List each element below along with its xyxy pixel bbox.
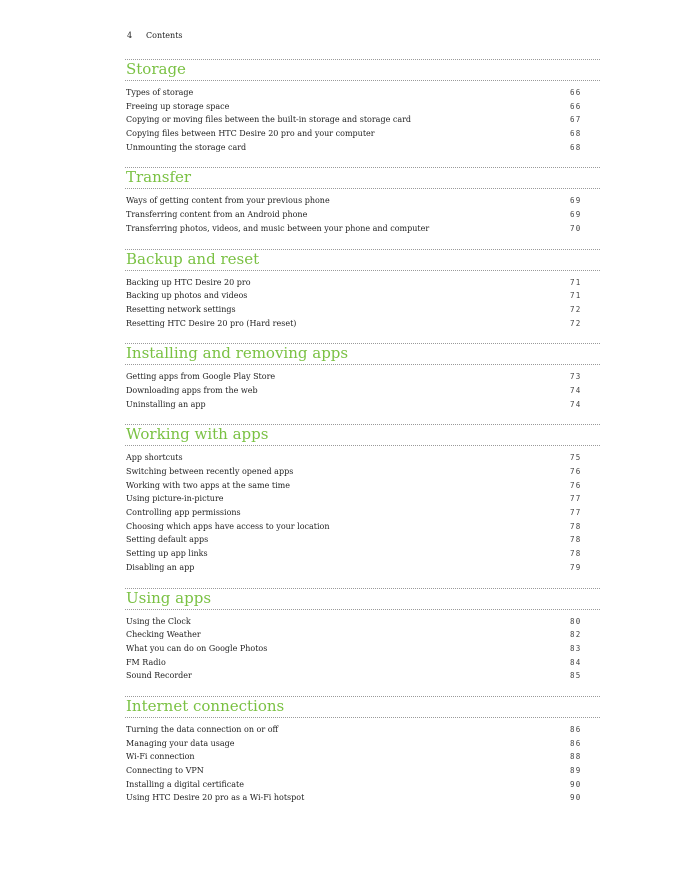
- toc-entry[interactable]: [125, 303, 600, 317]
- toc-entry-page: 72: [570, 318, 582, 328]
- toc-entry-page: 77: [570, 494, 582, 504]
- toc-entry-label: Freeing up storage space: [126, 101, 230, 111]
- toc-entry-label: Transferring content from an Android phone: [126, 210, 308, 220]
- table-of-contents: [125, 59, 600, 818]
- toc-entry[interactable]: [125, 615, 600, 629]
- toc-entry-page: 84: [570, 657, 582, 667]
- toc-entry-page: 68: [570, 129, 582, 139]
- toc-entry-label: Setting up app links: [126, 549, 208, 559]
- toc-entry[interactable]: [125, 764, 600, 778]
- toc-entry-page: 86: [570, 738, 582, 748]
- toc-entry-label: Backing up HTC Desire 20 pro: [126, 277, 251, 287]
- toc-entry-label: Uninstalling an app: [126, 399, 206, 409]
- toc-entry-page: 90: [570, 793, 582, 803]
- toc-entry[interactable]: [125, 492, 600, 506]
- section-title[interactable]: Using apps: [126, 588, 212, 607]
- toc-entry-page: 71: [570, 291, 582, 301]
- toc-entry-label: Copying or moving files between the built-in storage and storage card: [126, 115, 412, 125]
- toc-entry[interactable]: [125, 750, 600, 764]
- toc-entry-label: Setting default apps: [126, 535, 209, 545]
- section-title[interactable]: Storage: [126, 60, 186, 78]
- toc-entry[interactable]: [125, 547, 600, 561]
- toc-entry-label: Switching between recently opened apps: [126, 467, 294, 476]
- toc-entry[interactable]: [125, 113, 600, 127]
- toc-entry-label: Ways of getting content from your previous phone: [126, 196, 330, 206]
- toc-entry-label: Working with two apps at the same time: [126, 480, 290, 490]
- toc-entry-page: 67: [570, 115, 582, 125]
- toc-section: [125, 59, 600, 154]
- toc-entry-page: 76: [570, 480, 582, 490]
- section-heading: [125, 696, 600, 718]
- toc-entry[interactable]: [125, 642, 600, 656]
- toc-entry[interactable]: [125, 506, 600, 520]
- toc-entry-label: Copying files between HTC Desire 20 pro and your computer: [126, 129, 375, 139]
- toc-entry-page: 89: [570, 766, 582, 775]
- toc-entry[interactable]: [125, 100, 600, 114]
- toc-entry-page: 66: [570, 88, 582, 97]
- toc-entry[interactable]: [125, 465, 600, 479]
- toc-entry-page: 78: [570, 549, 582, 559]
- toc-entry-page: 78: [570, 521, 582, 531]
- toc-entry-label: Choosing which apps have access to your location: [126, 521, 330, 531]
- toc-entry-page: 85: [570, 671, 582, 681]
- toc-entry[interactable]: [125, 479, 600, 493]
- toc-entry-label: Getting apps from Google Play Store: [126, 372, 276, 382]
- toc-entry[interactable]: [125, 289, 600, 303]
- toc-entry-label: FM Radio: [126, 657, 166, 667]
- toc-entry[interactable]: [125, 656, 600, 670]
- toc-entry[interactable]: [125, 127, 600, 141]
- toc-entry-label: Using picture-in-picture: [126, 494, 224, 504]
- toc-entry-page: 78: [570, 535, 582, 545]
- toc-entry-page: 86: [570, 724, 582, 734]
- toc-entry-page: 74: [570, 385, 582, 395]
- section-heading: [125, 59, 600, 81]
- section-title[interactable]: Installing and removing apps: [126, 344, 349, 363]
- toc-entry[interactable]: [125, 398, 600, 412]
- toc-entry-label: Using the Clock: [126, 616, 191, 626]
- toc-entry-label: Unmounting the storage card: [126, 142, 247, 152]
- toc-entry-page: 77: [570, 508, 582, 518]
- toc-entry[interactable]: [125, 778, 600, 792]
- toc-entry-label: What you can do on Google Photos: [126, 643, 268, 653]
- toc-entry-page: 68: [570, 142, 582, 152]
- page-number: 4: [127, 31, 133, 40]
- toc-entry[interactable]: [125, 451, 600, 465]
- toc-entry[interactable]: [125, 141, 600, 155]
- toc-entry-label: Checking Weather: [126, 630, 201, 640]
- toc-entry[interactable]: [125, 737, 600, 751]
- toc-entry[interactable]: [125, 723, 600, 737]
- page-header: [127, 31, 183, 40]
- toc-entry-label: Transferring photos, videos, and music between your phone and computer: [126, 223, 430, 233]
- toc-entry-label: Resetting HTC Desire 20 pro (Hard reset): [126, 318, 297, 328]
- toc-entry-page: 75: [570, 453, 582, 463]
- toc-entry[interactable]: [125, 208, 600, 222]
- toc-entry-page: 72: [570, 304, 582, 314]
- toc-entry-label: Controlling app permissions: [126, 508, 241, 518]
- toc-entry[interactable]: [125, 669, 600, 683]
- toc-entry-page: 70: [570, 223, 582, 233]
- section-title[interactable]: Working with apps: [126, 425, 269, 444]
- toc-entry[interactable]: [125, 222, 600, 236]
- toc-entry-page: 74: [570, 399, 582, 409]
- toc-section: [125, 249, 600, 331]
- toc-entry-page: 90: [570, 779, 582, 789]
- toc-section: [125, 167, 600, 235]
- toc-entry[interactable]: [125, 194, 600, 208]
- toc-entry-page: 69: [570, 210, 582, 220]
- toc-entry[interactable]: [125, 317, 600, 331]
- toc-entry-page: 80: [570, 616, 582, 626]
- toc-entry-page: 69: [570, 196, 582, 206]
- section-heading: [125, 249, 600, 271]
- section-title[interactable]: Internet connections: [126, 696, 285, 715]
- toc-entry-label: Resetting network settings: [126, 304, 236, 314]
- toc-entry[interactable]: [125, 276, 600, 290]
- toc-entry-label: Backing up photos and videos: [126, 291, 248, 301]
- toc-entry[interactable]: [125, 384, 600, 398]
- toc-entry-label: App shortcuts: [126, 453, 183, 463]
- toc-entry-page: 83: [570, 643, 582, 653]
- toc-entry-label: Wi-Fi connection: [126, 752, 195, 762]
- toc-entry-page: 66: [570, 101, 582, 111]
- toc-entry-label: Turning the data connection on or off: [126, 724, 279, 734]
- toc-entry[interactable]: [125, 370, 600, 384]
- toc-entry-page: 82: [570, 630, 582, 640]
- toc-entry-label: Using HTC Desire 20 pro as a Wi-Fi hotspot: [126, 793, 305, 803]
- toc-section: [125, 696, 600, 805]
- toc-entry[interactable]: [125, 791, 600, 805]
- section-heading: [125, 343, 600, 365]
- toc-entry[interactable]: [125, 561, 600, 575]
- toc-section: [125, 424, 600, 574]
- toc-entry-page: 73: [570, 372, 582, 382]
- toc-entry-label: Sound Recorder: [126, 671, 192, 681]
- toc-section: [125, 343, 600, 411]
- toc-entry-page: 79: [570, 562, 582, 572]
- section-heading: [125, 167, 600, 189]
- toc-entry-page: 76: [570, 467, 582, 476]
- toc-entry[interactable]: [125, 628, 600, 642]
- toc-entry-label: Types of storage: [126, 88, 194, 97]
- section-title[interactable]: Backup and reset: [126, 249, 260, 268]
- section-title[interactable]: Transfer: [126, 168, 192, 187]
- toc-section: [125, 588, 600, 683]
- toc-entry-page: 71: [570, 277, 582, 287]
- toc-entry-label: Installing a digital certificate: [126, 779, 244, 789]
- toc-entry-label: Disabling an app: [126, 562, 195, 572]
- toc-entry[interactable]: [125, 520, 600, 534]
- toc-entry-label: Downloading apps from the web: [126, 385, 258, 395]
- section-heading: [125, 588, 600, 610]
- toc-entry[interactable]: [125, 86, 600, 100]
- toc-entry-label: Managing your data usage: [126, 738, 235, 748]
- toc-entry-page: 88: [570, 752, 582, 762]
- toc-entry-label: Connecting to VPN: [126, 766, 204, 775]
- header-title: Contents: [146, 31, 183, 40]
- section-heading: [125, 424, 600, 446]
- toc-entry[interactable]: [125, 533, 600, 547]
